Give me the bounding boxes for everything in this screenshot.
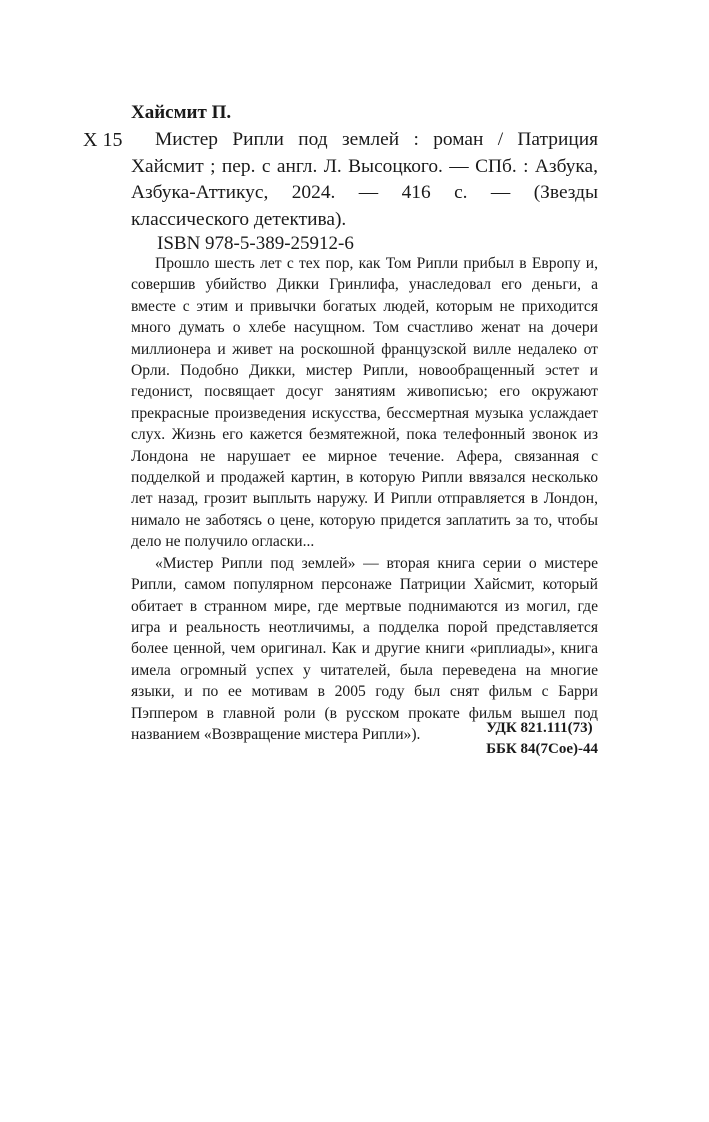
udk-code: УДК 821.111(73) [486, 720, 593, 736]
bbk-code: ББК 84(7Сое)-44 [486, 741, 598, 757]
annotation [131, 253, 598, 745]
isbn: ISBN 978-5-389-25912-6 [157, 233, 354, 254]
bibliographic-description: Мистер Рипли под землей : роман / Патриция Хайсмит ; пер. с англ. Л. Высоцкого. — СПб. : Азбука, Азбука-Аттикус, 2024. — 416 с. — (Звезды классического детектива). [131, 129, 598, 230]
annotation-paragraph-series: «Мистер Рипли под землей» — вторая книга серии о мистере Рипли, самом популярном персонаже Патриции Хайсмит, который обитает в странном мире, где мертвые поднимаются из могил, где игра и реальность неотличимы, а подделка порой представляется более ценной, чем оригинал. Как и другие книги «риплиады», книга имела огромный успех у читателей, была переведена на многие языки, и по ее мотивам в 2005 году был снят фильм с Барри Пэппером в главной роли (в русском прокате фильм вышел под названием «Возвращение мистера Рипли»). [131, 554, 598, 743]
classification-codes [486, 718, 598, 760]
index-code: Х 15 [83, 129, 123, 151]
annotation-paragraph-plot: Прошло шесть лет с тех пор, как Том Рипли прибыл в Европу и, совершив убийство Дикки Гринлифа, унаследовал его деньги, а вместе с этим и привычки богатых людей, которым не приходится много думать о хлебе насущном. Том счастливо женат на дочери миллионера и живет на роскошной французской вилле недалеко от Орли. Подобно Дикки, мистер Рипли, новообращенный эстет и гедонист, посвящает досуг занятиям живописью; его окружают прекрасные произведения искусства, бессмертная музыка услаждает слух. Жизнь его кажется безмятежной, пока телефонный звонок из Лондона не нарушает ее мирное течение. Афера, связанная с подделкой и продажей картин, в которую Рипли ввязался несколько лет назад, грозит выплыть наружу. И Рипли отправляется в Лондон, нимало не заботясь о цене, которую придется заплатить за то, чтобы дело не получило огласки... [131, 255, 598, 551]
author-heading: Хайсмит П. [131, 102, 232, 123]
